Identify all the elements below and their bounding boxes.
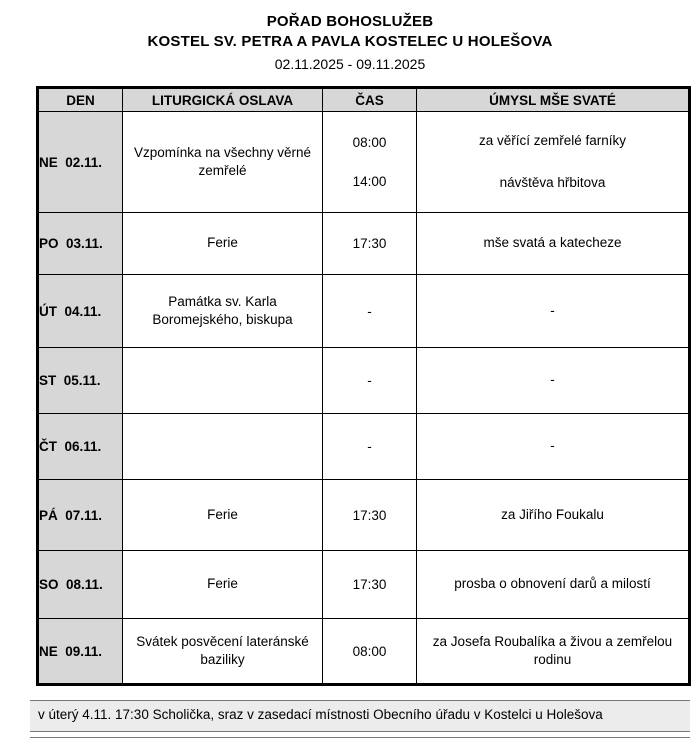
celebration-cell: Ferie xyxy=(123,480,323,551)
intention-cell: za Jiřího Foukalu xyxy=(417,480,690,551)
intention-entry: za věřící zemřelé farníky xyxy=(478,132,627,148)
celebration-cell: Ferie xyxy=(123,551,323,619)
day-cell: PÁ 07.11. xyxy=(38,480,123,551)
table-header-row xyxy=(38,88,690,112)
time-cell xyxy=(323,112,417,213)
page-title: POŘAD BOHOSLUŽEB xyxy=(266,13,434,30)
intention-cell: za Josefa Roubalíka a živou a zemřelou rodinu xyxy=(417,619,690,685)
intention-entry: návštěva hřbitova xyxy=(499,175,606,190)
column-header-liturgicka-oslava: LITURGICKÁ OSLAVA xyxy=(123,88,323,112)
intention-cell: - xyxy=(417,348,690,414)
time-cell: - xyxy=(323,414,417,480)
bottom-divider xyxy=(30,736,690,738)
day-cell: NE 02.11. xyxy=(38,112,123,213)
celebration-cell: Svátek posvěcení lateránské baziliky xyxy=(123,619,323,685)
table-row xyxy=(38,551,690,619)
intention-cell: - xyxy=(417,275,690,348)
celebration-cell: Vzpomínka na všechny věrné zemřelé xyxy=(123,112,323,213)
schedule-table xyxy=(36,86,691,686)
time-cell: 17:30 xyxy=(323,213,417,275)
table-row xyxy=(38,414,690,480)
time-cell: - xyxy=(323,275,417,348)
day-cell: ST 05.11. xyxy=(38,348,123,414)
table-row xyxy=(38,275,690,348)
intention-cell: - xyxy=(417,414,690,480)
table-row xyxy=(38,213,690,275)
table-row xyxy=(38,480,690,551)
time-entry: 08:00 xyxy=(352,135,387,150)
table-row xyxy=(38,619,690,685)
day-cell: SO 08.11. xyxy=(38,551,123,619)
time-entry: 14:00 xyxy=(352,174,387,189)
celebration-cell: Ferie xyxy=(123,213,323,275)
column-header-den: DEN xyxy=(38,88,123,112)
table-row xyxy=(38,348,690,414)
celebration-cell: Památka sv. Karla Boromejského, biskupa xyxy=(123,275,323,348)
celebration-cell xyxy=(123,348,323,414)
church-name: KOSTEL SV. PETRA A PAVLA KOSTELEC U HOLEŠOVA xyxy=(147,33,553,50)
column-header-umysl: ÚMYSL MŠE SVATÉ xyxy=(417,88,690,112)
table-row xyxy=(38,112,690,213)
day-cell: ČT 06.11. xyxy=(38,414,123,480)
time-cell: - xyxy=(323,348,417,414)
day-cell: PO 03.11. xyxy=(38,213,123,275)
column-header-cas: ČAS xyxy=(323,88,417,112)
celebration-cell xyxy=(123,414,323,480)
footer-note: v úterý 4.11. 17:30 Scholička, sraz v zasedací místnosti Obecního úřadu v Kostelci u Holešova xyxy=(30,700,690,732)
day-cell: NE 09.11. xyxy=(38,619,123,685)
day-cell: ÚT 04.11. xyxy=(38,275,123,348)
title-block xyxy=(0,0,700,72)
intention-cell: prosba o obnovení darů a milostí xyxy=(417,551,690,619)
intention-cell: mše svatá a katecheze xyxy=(417,213,690,275)
time-cell: 08:00 xyxy=(323,619,417,685)
intention-cell xyxy=(417,112,690,213)
time-cell: 17:30 xyxy=(323,480,417,551)
time-cell: 17:30 xyxy=(323,551,417,619)
date-range: 02.11.2025 - 09.11.2025 xyxy=(274,56,426,72)
